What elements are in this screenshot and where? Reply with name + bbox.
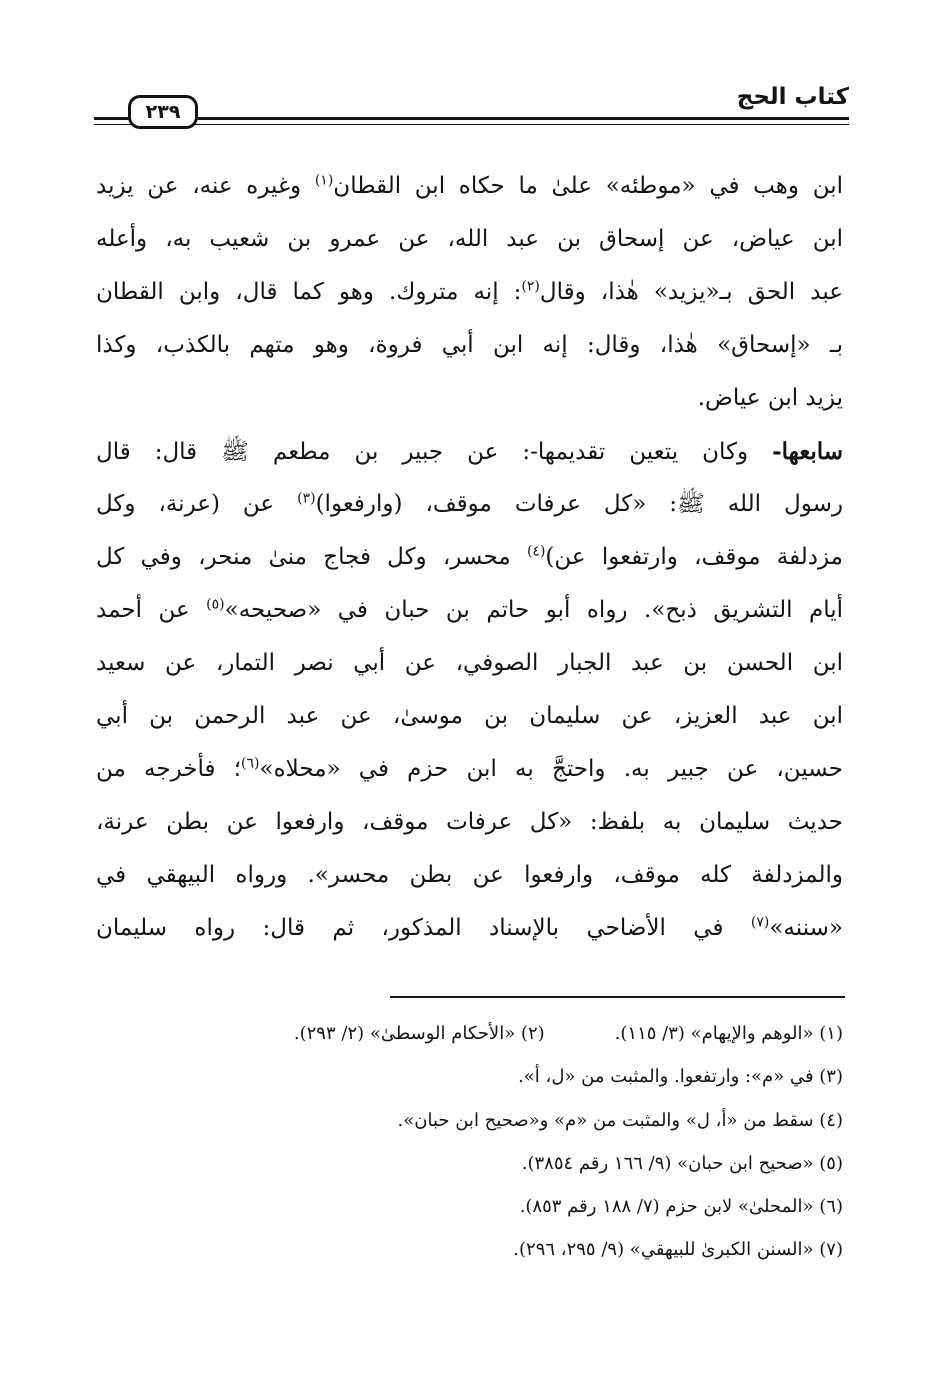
text-line: مزدلفة موقف، وارتفعوا عن)$^{(٤)}$ محسر، وكل فجاج منىٰ منحر، وفي كل — [96, 543, 843, 570]
header-rule-thick — [94, 117, 849, 120]
footnote-ref: (٧) — [750, 914, 770, 931]
footnote-1: (١) «الوهم والإيهام» (٣/ ١١٥). — [614, 1023, 843, 1044]
footnote-6: (٦) «المحلىٰ» لابن حزم (٧/ ١٨٨ رقم ٨٥٣). — [519, 1196, 843, 1218]
text-line: سابعها- وكان يتعين تقديمها-: عن جبير بن مطعم ﷺ قال: قال — [96, 438, 843, 465]
footnote-4: (٤) سقط من «أ، ل» والمثبت من «م» و«صحيح ابن حبان». — [397, 1109, 843, 1131]
footnote-7: (٧) «السنن الكبرىٰ للبيهقي» (٩/ ٢٩٥، ٢٩٦). — [513, 1239, 843, 1261]
text-line: ابن عبد العزيز، عن سليمان بن موسىٰ، عن عبد الرحمن بن أبي — [96, 703, 843, 729]
footnote-ref: (٦) — [241, 755, 260, 772]
text-line: «سننه»$^{(٧)}$ في الأضاحي بالإسناد المذكور، ثم قال: رواه سليمان — [96, 914, 843, 941]
text-line: أيام التشريق ذبح». رواه أبو حاتم بن حبان في «صحيحه»$^{(٥)}$ عن أحمد — [96, 596, 843, 623]
text-line: ابن الحسن بن عبد الجبار الصوفي، عن أبي نصر التمار، عن سعيد — [96, 650, 843, 676]
footnotes — [96, 1012, 843, 1272]
text-line: ابن وهب في «موطئه» علىٰ ما حكاه ابن القطان$^{(١)}$ وغيره عنه، عن يزيد — [96, 172, 843, 199]
footnote-3: (٣) في «م»: وارتفعوا. والمثبت من «ل، أ». — [518, 1066, 843, 1088]
footnote-ref: (٥) — [206, 596, 225, 613]
main-text — [96, 160, 843, 955]
text-line: والمزدلفة كله موقف، وارفعوا عن بطن محسر». ورواه البيهقي في — [96, 862, 843, 888]
chapter-title: كتاب الحج — [725, 84, 849, 110]
text-line: عبد الحق بـ«يزيد» هٰذا، وقال$^{(٢)}$: إنه متروك. وهو كما قال، وابن القطان — [96, 278, 844, 305]
text-line: ابن عياض، عن إسحاق بن عبد الله، عن عمرو بن شعيب به، وأعله — [96, 226, 843, 252]
footnote-2: (٢) «الأحكام الوسطىٰ» (٢/ ٢٩٣). — [293, 1023, 545, 1044]
footnote-ref: (٤) — [526, 543, 546, 560]
page-number: ٢٣٩ — [128, 95, 198, 129]
footnote-ref: (١) — [314, 172, 334, 189]
footnote-separator — [390, 996, 845, 998]
header-rule-thin — [94, 124, 849, 125]
footnote-ref: (٣) — [297, 490, 316, 507]
footnote-ref: (٢) — [521, 278, 540, 295]
text-line: رسول الله ﷺ: «كل عرفات موقف، (وارفعوا)$^{(٣)}$ عن (عرنة، وكل — [96, 490, 843, 517]
footnote-5: (٥) «صحيح ابن حبان» (٩/ ١٦٦ رقم ٣٨٥٤). — [521, 1152, 843, 1174]
text-line: بـ «إسحاق» هٰذا، وقال: إنه ابن أبي فروة، وهو متهم بالكذب، وكذا — [96, 332, 843, 358]
text-line: حسين، عن جبير به. واحتجَّ به ابن حزم في «محلاه»$^{(٦)}$؛ فأخرجه من — [96, 755, 843, 782]
text-line: يزيد ابن عياض. — [697, 385, 843, 411]
footnote-row — [96, 1012, 843, 1055]
page-header — [94, 78, 849, 133]
text-line: حديث سليمان به بلفظ: «كل عرفات موقف، وارفعوا عن بطن عرنة، — [96, 809, 843, 835]
section-lead: سابعها- — [772, 438, 843, 465]
